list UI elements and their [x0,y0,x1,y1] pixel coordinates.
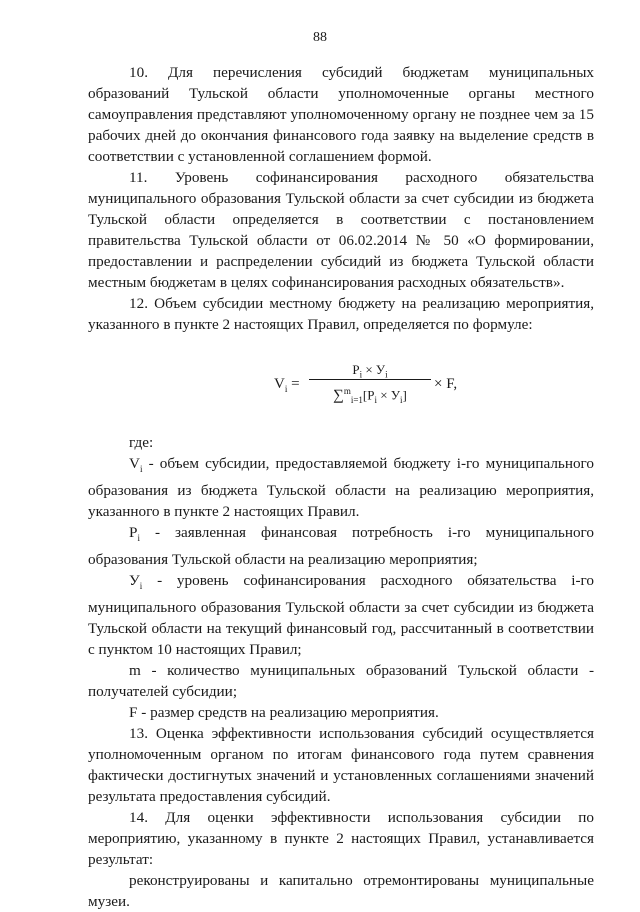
paragraph-14: 14. Для оценки эффективности использования субсидии по мероприятию, указанному в пункте 2 настоящих Правил, устанавливается результат: [88,809,594,869]
definition-u: $У_i$ - уровень софинансирования расходного обязательства i-го муниципального образования Тульской области за счет субсидии из бюджета Тульской области на текущий финансовый год, рассчитанный в соответствии с пунктом 10 настоящих Правил; [88,572,594,659]
definition-v: $V_i$ - объем субсидии, предоставляемой бюджету i-го муниципального образования из бюджета Тульской области на реализацию мероприятия, указанного в пункте 2 настоящих Правил. [88,455,594,521]
definition-p: $P_i$ - заявленная финансовая потребность i-го муниципального образования Тульской области на реализацию мероприятия; [88,524,594,569]
document-body [88,62,594,912]
formula-fraction [307,361,433,404]
formula-numerator: $P_i \times У_i$ [352,362,388,380]
definition-f: F - размер средств на реализацию мероприятия. [129,704,439,722]
definition-m: m - количество муниципальных образований Тульской области - получателей субсидии; [88,662,594,701]
where-label: где: [129,434,154,451]
subsidy-formula [88,354,594,414]
formula-denominator: $\sum^m_{i=1}[P_i \times У_i]$ [333,386,407,405]
result-text: реконструированы и капитально отремонтированы муниципальные музеи. [88,872,594,911]
formula-rhs: × F, [434,376,458,392]
page-number: 88 [313,30,327,45]
paragraph-12: 12. Объем субсидии местному бюджету на реализацию мероприятия, указанного в пункте 2 настоящих Правил, определяется по формуле: [88,295,594,333]
paragraph-11: 11. Уровень софинансирования расходного обязательства муниципального образования Тульской области за счет субсидии из бюджета Тульской области определяется в соответствии с постановлением правительства Тульской области от 06.02.2014 № 50 «О формировании, предоставлении и распределении субсидий из бюджета Тульской области местным бюджетам в целях софинансирования расходных обязательств». [88,169,594,291]
paragraph-10: 10. Для перечисления субсидий бюджетам муниципальных образований Тульской области уполномоченные органы местного самоуправления представляют уполномоченному органу не позднее чем за 15 рабочих дней до окончания финансового года заявку на выделение средств в соответствии с установленной соглашением формой. [88,64,594,165]
formula-lhs: $V_i$ = [274,376,300,394]
paragraph-13: 13. Оценка эффективности использования субсидий осуществляется уполномоченным органом по итогам финансового года путем сравнения фактически достигнутых значений и установленных соглашениями значений результата предоставления субсидий. [88,725,594,806]
